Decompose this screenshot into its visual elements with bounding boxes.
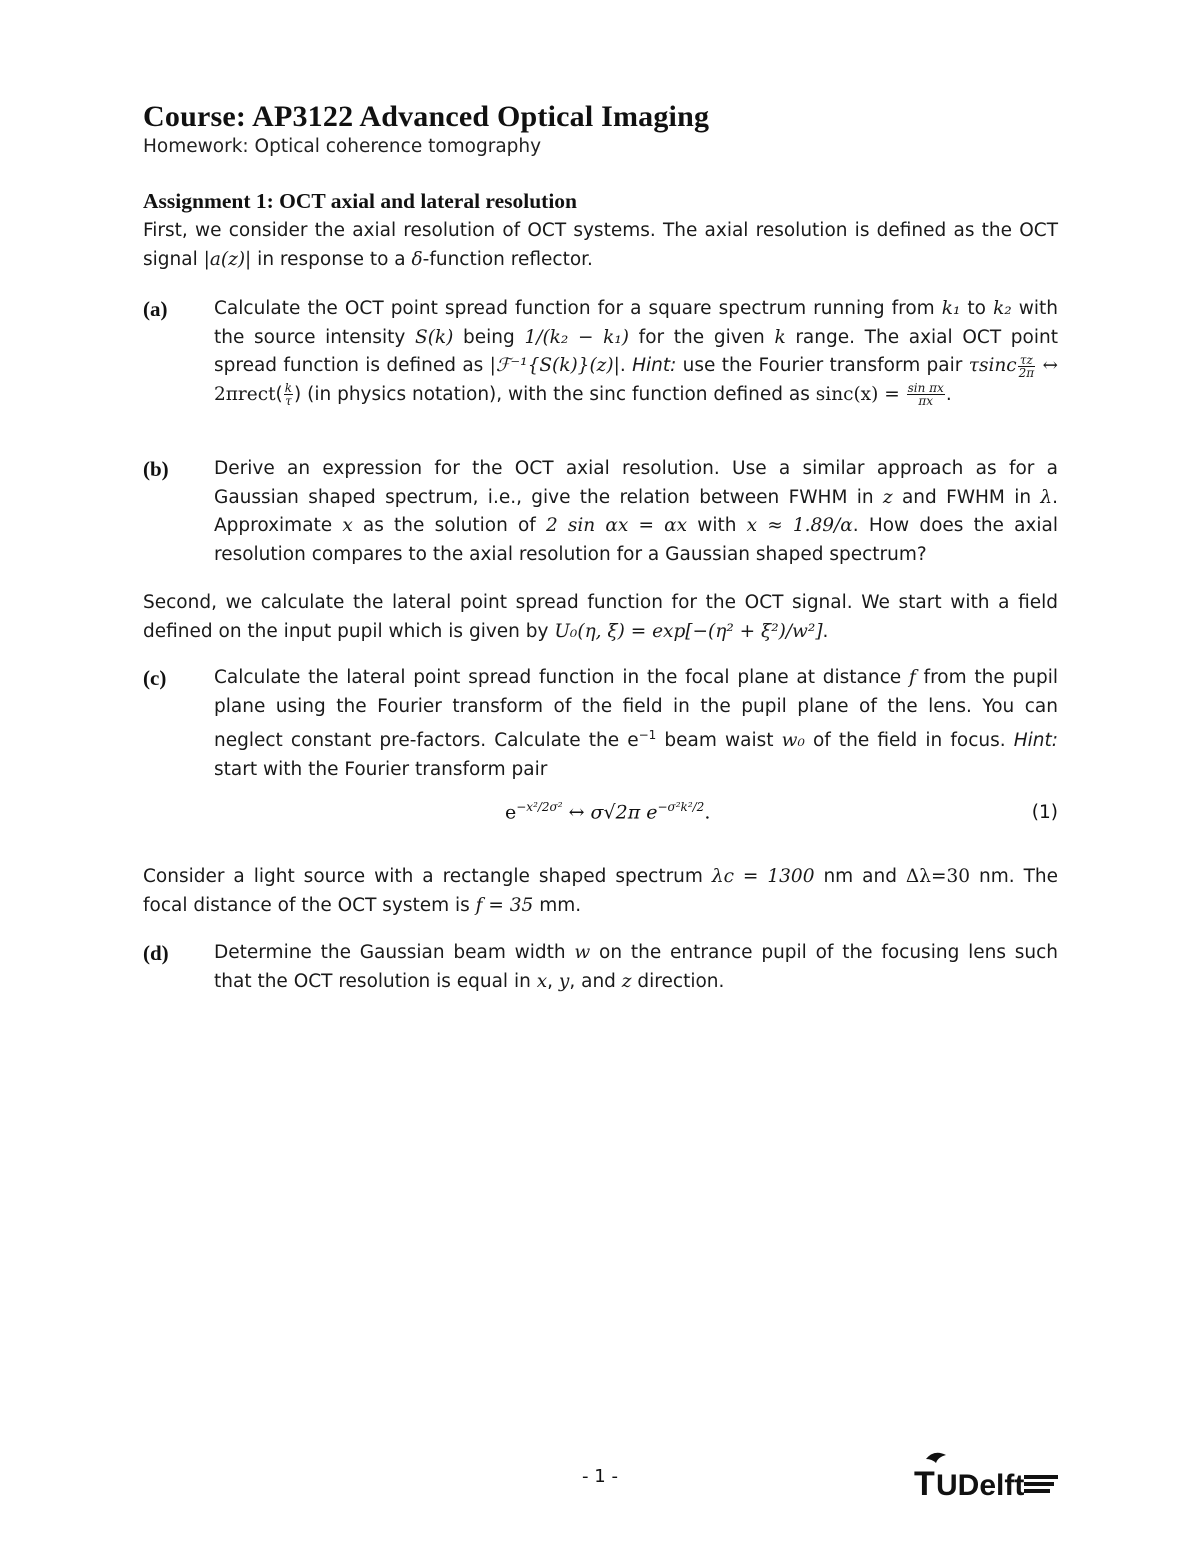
page-number: - 1 - bbox=[582, 1466, 618, 1487]
question-label: (b) bbox=[143, 457, 169, 481]
logo-tagline-line bbox=[1024, 1482, 1054, 1486]
fraction: $\frac{\tau z}{2\pi}$ bbox=[1018, 352, 1035, 380]
assignment-heading: Assignment 1: OCT axial and lateral resolution bbox=[143, 189, 578, 213]
logo-wordmark: UDelft bbox=[936, 1469, 1025, 1502]
question-c bbox=[143, 664, 1058, 784]
intro-paragraph-1: First, we consider the axial resolution of OCT systems. The axial resolution is defined as the OCT signal |a(z)| in response to a δ-function reflector. bbox=[143, 220, 1058, 270]
tudelft-logo bbox=[912, 1451, 1062, 1503]
intro-paragraph-2: Second, we calculate the lateral point spread function for the OCT signal. We start with a field defined on the input pupil which is given by U₀(η, ξ) = exp[−(η² + ξ²)/w²]. bbox=[143, 592, 1058, 642]
question-text: Calculate the OCT point spread function for a square spectrum running from k₁ to k₂ with the source intensity S(k) being 1/(k₂ − k₁) for the given k range. The axial OCT point spread function is defined as |ℱ⁻¹{S(k)}(z)|. Hint: use the Fourier transform pair τsinc $\frac{\tau z}{2\pi}$ ↔ 2πrect( $\frac{k}{\tau}$ ) (in physics notation), with the sinc function defined as sinc(x) = $\frac{\text{sin πx}}{\pi x}$ . bbox=[214, 298, 1059, 408]
flame-icon bbox=[926, 1453, 946, 1463]
equation-1 bbox=[143, 800, 1058, 832]
logo-tagline-line bbox=[1024, 1489, 1050, 1493]
course-title: Course: AP3122 Advanced Optical Imaging bbox=[143, 100, 710, 133]
question-label: (c) bbox=[143, 666, 167, 690]
question-a bbox=[143, 295, 1058, 409]
question-label: (a) bbox=[143, 297, 168, 321]
question-d bbox=[143, 939, 1058, 996]
question-text: Derive an expression for the OCT axial resolution. Use a similar approach as for a Gaussian shaped spectrum, i.e., give the relation between FWHM in z and FWHM in λ. Approximate x as the solution of 2 sin αx = αx with x ≈ 1.89/α. How does the axial resolution compares to the axial resolution for a Gaussian shaped spectrum? bbox=[214, 458, 1059, 565]
logo-tagline-line bbox=[1024, 1475, 1058, 1479]
question-text: Calculate the lateral point spread function in the focal plane at distance f from the pupil plane using the Fourier transform of the field in the pupil plane of the lens. You can neglect constant pre-factors. Calculate the $e^{-1}$ beam waist w₀ of the field in focus. Hint: start with the Fourier transform pair bbox=[214, 667, 1058, 780]
logo-letter-t: T bbox=[914, 1465, 935, 1503]
question-label: (d) bbox=[143, 941, 169, 965]
equation-body: $e^{-x^2/2\sigma^2}$ ↔ σ√2π $e^{-\sigma^2k^2/2}$. bbox=[505, 800, 711, 824]
equation-number: (1) bbox=[1031, 802, 1058, 823]
intro-paragraph-3: Consider a light source with a rectangle shaped spectrum λc = 1300 nm and Δλ=30 nm. The focal distance of the OCT system is f = 35 mm. bbox=[143, 866, 1058, 916]
fraction: $\frac{\text{sin πx}}{\pi x}$ bbox=[907, 381, 944, 408]
homework-subtitle: Homework: Optical coherence tomography bbox=[143, 136, 542, 157]
question-b bbox=[143, 455, 1058, 569]
fraction: $\frac{k}{\tau}$ bbox=[284, 381, 293, 408]
question-text: Determine the Gaussian beam width w on the entrance pupil of the focusing lens such that the OCT resolution is equal in x, y, and z direction. bbox=[214, 942, 1059, 992]
